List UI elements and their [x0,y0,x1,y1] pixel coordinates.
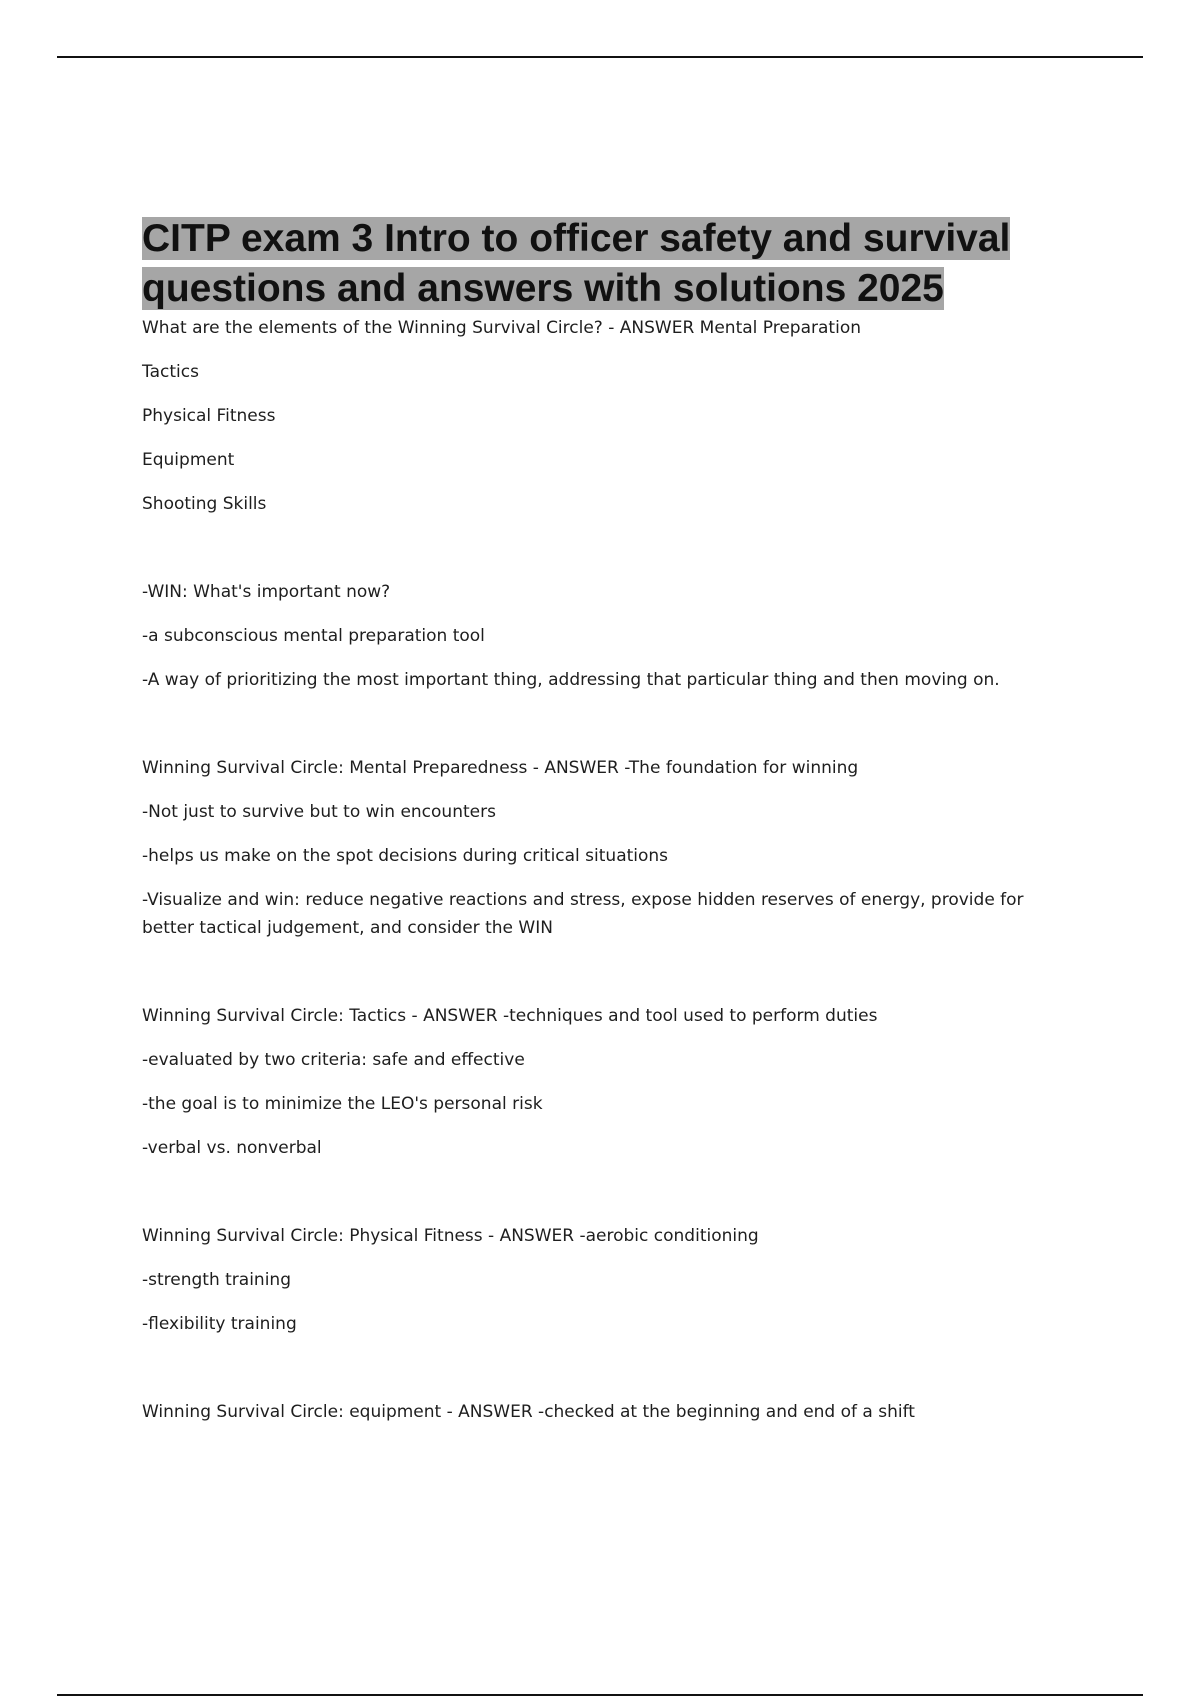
document-body [142,214,1062,1426]
qa-block-mental-preparedness [142,754,1062,942]
answer-line: -verbal vs. nonverbal [142,1138,322,1158]
question-text: Winning Survival Circle: Tactics - ANSWER -techniques and tool used to perform duties [142,1006,878,1026]
answer-line: -A way of prioritizing the most important thing, addressing that particular thing and then moving on. [142,670,1000,690]
answer-line: -the goal is to minimize the LEO's personal risk [142,1094,543,1114]
answer-line: -Not just to survive but to win encounters [142,802,496,822]
question-text: What are the elements of the Winning Survival Circle? - ANSWER Mental Preparation [142,318,861,338]
answer-line: Physical Fitness [142,406,276,426]
question-text: Winning Survival Circle: equipment - ANSWER -checked at the beginning and end of a shift [142,1402,915,1422]
answer-line: Shooting Skills [142,494,267,514]
answer-line: -strength training [142,1270,291,1290]
answer-line: -helps us make on the spot decisions during critical situations [142,846,669,866]
answer-line: -flexibility training [142,1314,297,1334]
qa-block-equipment [142,1398,1062,1426]
qa-block-elements [142,314,1062,518]
question-text: Winning Survival Circle: Physical Fitness - ANSWER -aerobic conditioning [142,1226,759,1246]
answer-line: -a subconscious mental preparation tool [142,626,485,646]
qa-block-win [142,578,1062,694]
title-highlight: CITP exam 3 Intro to officer safety and survival questions and answers with solutions 2025 [142,217,1011,310]
answer-line: Tactics [142,362,199,382]
answer-line: -Visualize and win: reduce negative reactions and stress, expose hidden reserves of energy, provide for better tactical judgement, and consider the WIN [142,890,1024,938]
qa-block-physical-fitness [142,1222,1062,1338]
header-rule [57,56,1143,58]
answer-line: Equipment [142,450,235,470]
question-text: Winning Survival Circle: Mental Preparedness - ANSWER -The foundation for winning [142,758,859,778]
answer-line: -evaluated by two criteria: safe and effective [142,1050,525,1070]
question-text: -WIN: What's important now? [142,582,391,602]
document-title [142,214,1062,314]
footer-rule [57,1694,1143,1696]
qa-block-tactics [142,1002,1062,1162]
